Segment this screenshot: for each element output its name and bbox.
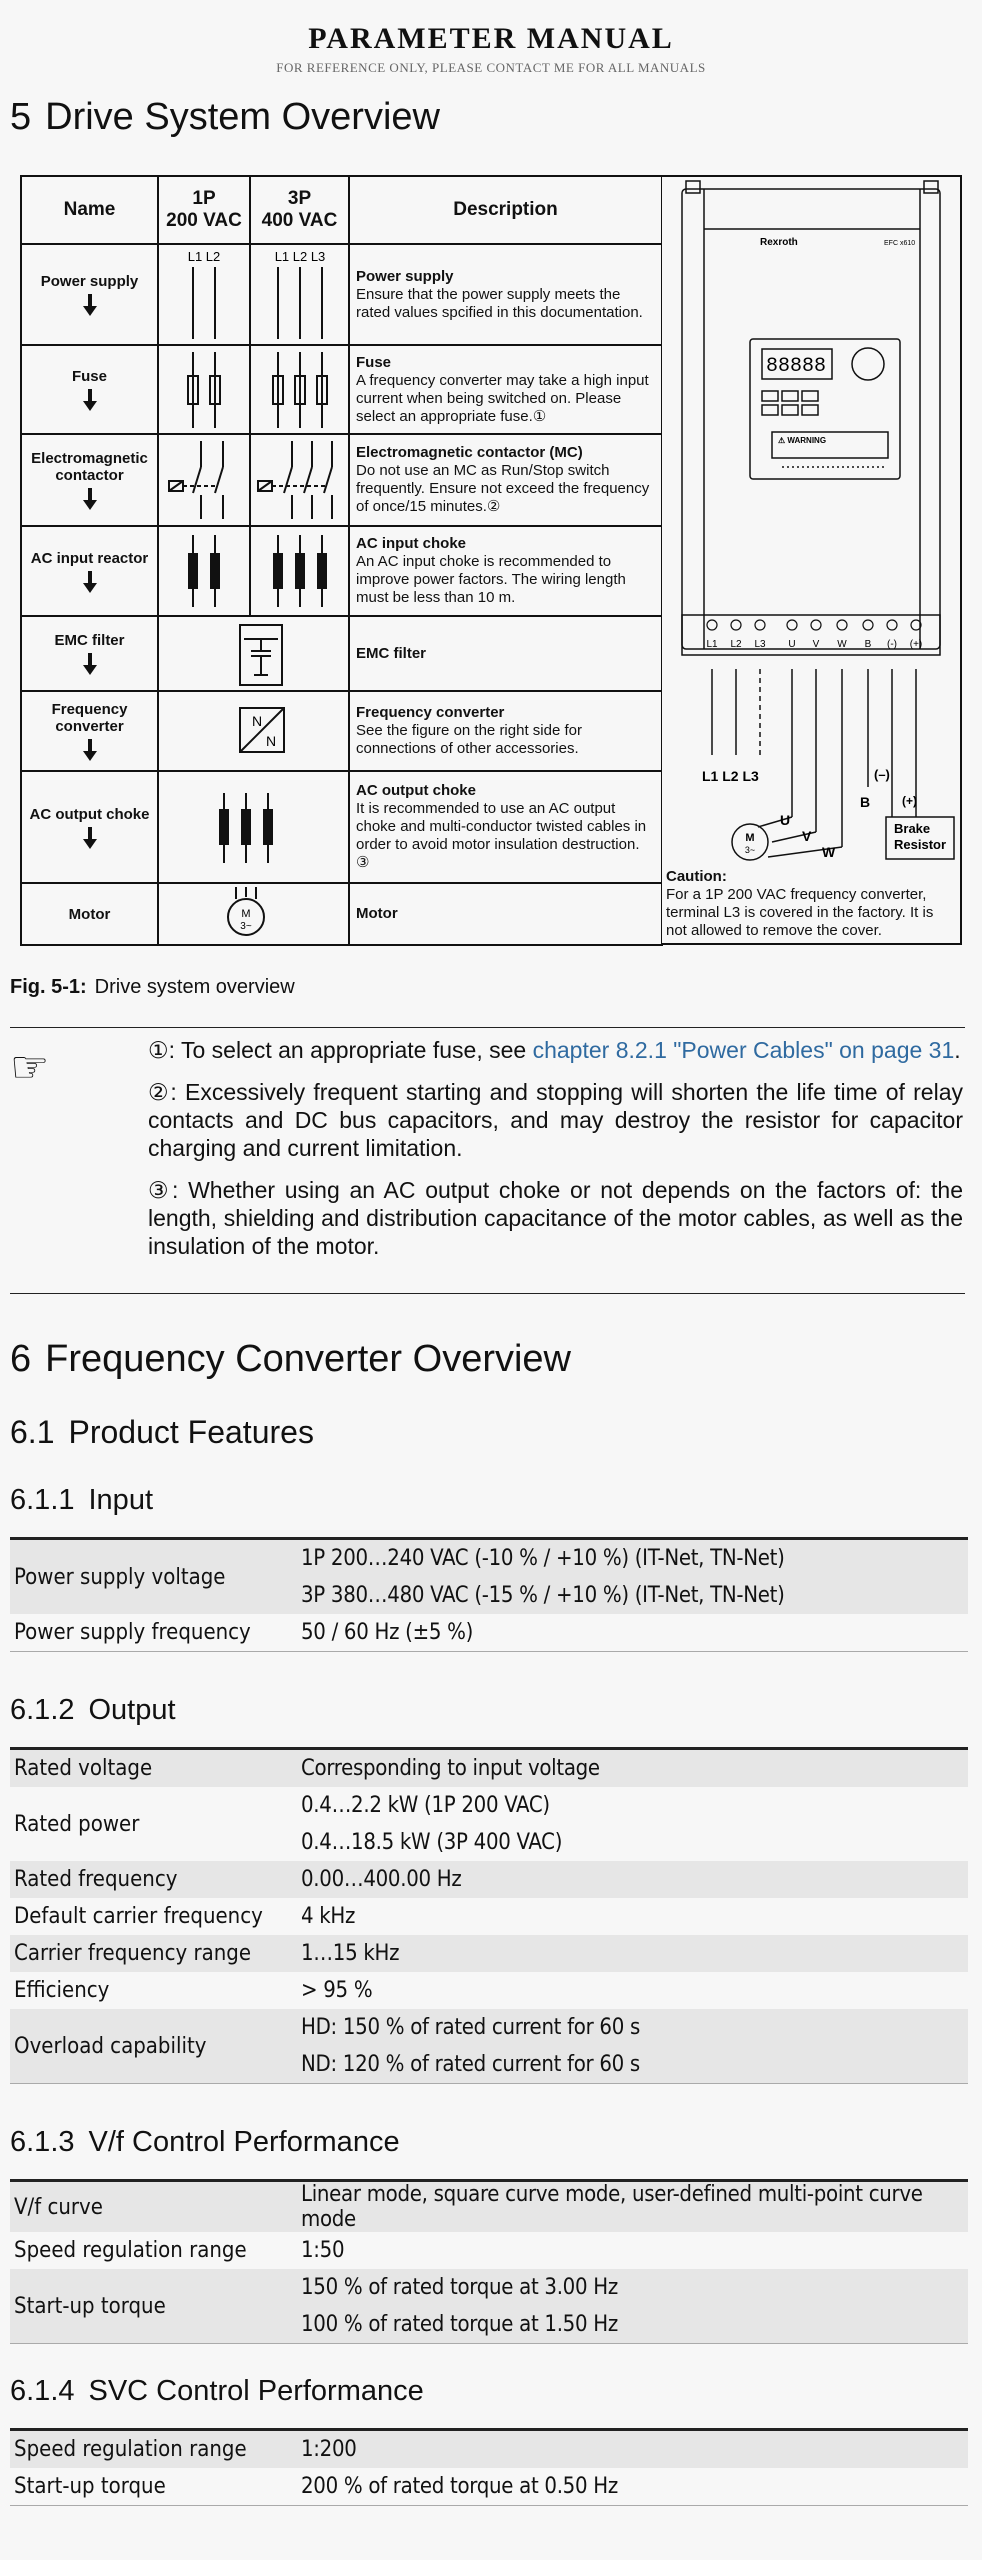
spec-value: 4 kHz [301,1904,356,1929]
desc-title: Motor [356,905,398,922]
row-name [21,526,158,616]
row-name [21,345,158,434]
device-warning: ⚠ WARNING [778,436,827,445]
spec-key: Rated frequency [10,1861,297,1898]
svg-text:M: M [240,908,251,920]
device-brand: Rexroth [760,237,798,248]
spec-value: > 95 % [301,1978,373,2003]
terminal-labels-1p: L1 L2 [187,248,221,264]
spec-value: HD: 150 % of rated current for 60 s [297,2009,968,2046]
table-row [21,883,662,945]
col-header-1p: 1P 200 VAC [158,176,250,244]
caution-note [666,868,958,940]
table-row [10,2468,968,2506]
col-header-description: Description [349,176,662,244]
spec-value: 0.00…400.00 Hz [297,1861,968,1898]
row-name [21,434,158,526]
terminal-screw [887,620,897,630]
spec-value: 150 % of rated torque at 3.00 Hz [297,2269,968,2306]
input-spec-table [10,1537,968,1652]
table-row [10,2181,968,2233]
section-6-1-heading [10,1414,314,1451]
down-arrow-icon [83,488,97,510]
drive-system-table [20,175,663,946]
terminal-screw [837,620,847,630]
wire-label-l: L1 L2 L3 [702,768,759,784]
spec-value: 100 % of rated torque at 1.50 Hz [297,2306,968,2344]
terminal-screw [755,620,765,630]
section-6-1-2-heading [10,1694,176,1727]
down-arrow-icon [83,389,97,411]
caution-title: Caution: [666,868,727,885]
table-row [21,434,662,526]
row-name [21,771,158,883]
table-row [21,771,662,883]
svc-control-spec-table [10,2428,968,2506]
converter-device-drawing [662,177,960,947]
desc-title: EMC filter [356,644,427,662]
spec-key: Rated voltage [10,1749,297,1788]
spec-key: Efficiency [14,1978,110,2003]
brake-resistor-label: Brake Resistor [894,821,947,852]
wire-label-b: B [860,794,871,810]
row-name-text: Frequency converter [51,701,128,735]
down-arrow-icon [83,294,97,316]
section-6-heading [10,1338,571,1381]
frequency-converter-symbol [158,691,349,771]
device-display: 88888 [766,355,827,378]
section-title: Product Features [68,1414,314,1450]
pointing-hand-icon: ☞ [10,1043,50,1092]
terminal-label: L2 [730,639,742,650]
note-1-suffix: . [954,1037,961,1063]
desc-text: A frequency converter may take a high input current when being switched on. Please select an appropriate fuse.① [356,371,649,425]
wire-label-plus: (+) [902,794,917,808]
row-description [349,616,662,691]
table-row [10,1935,968,1972]
spec-value: 50 / 60 Hz (±5 %) [301,1620,474,1645]
desc-text: Do not use an MC as Run/Stop switch frequently. Ensure not exceed the frequency of once/15 minutes.② [356,462,650,515]
input-choke-3p-symbol [250,526,349,616]
spec-value: Linear mode, square curve mode, user-defined multi-point curve mode [297,2181,968,2233]
row-name [21,616,158,691]
spec-value: 0.4…2.2 kW (1P 200 VAC) [301,1793,550,1818]
section-number: 6.1.4 [10,2375,75,2407]
terminal-label: B [864,639,872,650]
page-header [0,0,982,76]
fuse-3p-symbol [250,345,349,434]
section-number: 5 [10,96,32,138]
row-name-text: AC output choke [29,805,150,823]
spec-value: 1…15 kHz [297,1935,968,1972]
row-description [349,526,662,616]
spec-key: V/f curve [10,2181,297,2233]
contactor-1p-symbol [158,434,250,526]
figure-caption [10,976,295,999]
desc-text: It is recommended to use an AC output choke and multi-conductor twisted cables in order to avoid motor insulation destruction. ③ [356,800,647,871]
section-title: SVC Control Performance [88,2375,424,2407]
table-row [10,1787,968,1824]
note-box [10,1027,965,1294]
desc-text: Ensure that the power supply meets the rated values spcified in this documentation. [356,285,643,321]
row-description [349,434,662,526]
terminal-label: U [788,639,796,650]
spec-key: Start-up torque [14,2474,166,2499]
down-arrow-icon [83,653,97,675]
table-row [21,345,662,434]
spec-value: 200 % of rated torque at 0.50 Hz [301,2474,618,2499]
row-description [349,771,662,883]
motor-sub-label: 3~ [744,845,756,855]
terminal-screw [787,620,797,630]
section-number: 6.1 [10,1414,55,1450]
wire-label-w: W [822,844,836,860]
emc-filter-symbol [158,616,349,691]
note-1-prefix: ①: To select an appropriate fuse, see [148,1037,533,1063]
row-description [349,691,662,771]
desc-title: Power supply [356,267,454,285]
input-choke-1p-symbol [158,526,250,616]
power-cables-link[interactable]: chapter 8.2.1 "Power Cables" on page 31 [532,1037,955,1063]
section-6-1-4-heading [10,2375,424,2408]
motor-symbol [158,883,349,945]
header-title: PARAMETER MANUAL [308,22,674,55]
svg-text:3~: 3~ [239,921,252,932]
figure-label: Fig. 5-1: [10,976,87,998]
terminal-label: L3 [754,639,766,650]
row-name [21,244,158,345]
wire-label-u: U [780,812,791,828]
table-row [10,2232,968,2269]
output-choke-symbol [158,771,349,883]
row-description [349,345,662,434]
table-row [10,1539,968,1578]
row-name [21,691,158,771]
table-row [10,2430,968,2469]
spec-key: Carrier frequency range [10,1935,297,1972]
terminal-screw [811,620,821,630]
table-row [21,526,662,616]
table-row [21,616,662,691]
table-row [21,691,662,771]
terminal-label: (-) [887,639,897,650]
section-title: Input [88,1484,153,1516]
vf-control-spec-table [10,2179,968,2344]
spec-value: 3P 380…480 VAC (-15 % / +10 %) (IT-Net, TN-Net) [297,1577,968,1614]
desc-title: Electromagnetic contactor (MC) [356,444,583,461]
terminal-label: L1 [706,639,718,650]
converter-wiring-figure [662,175,962,945]
table-row [10,2009,968,2046]
output-spec-table [10,1747,968,2084]
power-supply-1p-symbol [158,244,250,345]
down-arrow-icon [83,571,97,593]
table-row [10,1972,968,2009]
col-header-name: Name [21,176,158,244]
row-name [21,883,158,945]
spec-key: Power supply voltage [10,1539,297,1615]
spec-value: 0.4…18.5 kW (3P 400 VAC) [301,1830,563,1855]
row-description [349,244,662,345]
spec-key: Speed regulation range [10,2430,297,2469]
row-name-text: Electromagnetic contactor [31,450,148,484]
table-row [10,1861,968,1898]
header-subtitle: FOR REFERENCE ONLY, PLEASE CONTACT ME FOR ALL MANUALS [276,60,706,75]
desc-text: An AC input choke is recommended to improve power factors. The wiring length must be less than 10 m. [356,553,626,606]
row-name-text: Fuse [71,368,107,385]
section-number: 6 [10,1338,32,1380]
section-title: Drive System Overview [45,96,440,138]
terminal-label: V [812,639,820,650]
spec-value: Corresponding to input voltage [297,1749,968,1788]
desc-text: See the figure on the right side for connections of other accessories. [356,722,582,757]
terminal-label: (+) [909,639,923,650]
section-title: Frequency Converter Overview [45,1338,571,1380]
spec-value: 1:200 [297,2430,968,2469]
spec-key: Speed regulation range [14,2238,247,2263]
spec-key: Overload capability [10,2009,297,2084]
table-row [10,1614,968,1652]
wire-label-minus: (–) [874,767,890,782]
spec-key: Start-up torque [10,2269,297,2344]
terminal-labels-3p: L1 L2 L3 [274,248,325,264]
spec-value: ND: 120 % of rated current for 60 s [297,2046,968,2084]
svg-text:N: N [251,713,262,729]
terminal-label: W [837,639,847,650]
note-1 [148,1036,963,1064]
spec-key: Rated power [14,1811,140,1837]
section-title: Output [88,1694,176,1726]
terminal-screw [707,620,717,630]
down-arrow-icon [83,827,97,849]
note-3: ③: Whether using an AC output choke or not depends on the factors of: the length, shielding and distribution capacitance of the motor cables, as well as the insulation of the motor. [148,1177,963,1259]
figure-text: Drive system overview [94,976,295,998]
section-number: 6.1.1 [10,1484,75,1516]
motor-label: M [745,832,755,844]
spec-value: 1:50 [301,2238,345,2263]
desc-title: Fuse [356,353,392,371]
down-arrow-icon [83,739,97,761]
section-number: 6.1.2 [10,1694,75,1726]
row-name-text: Motor [68,905,111,923]
table-row [21,244,662,345]
row-name-text: Power supply [40,273,139,290]
row-name-text: EMC filter [54,632,125,649]
note-text [148,1036,963,1274]
note-2: ②: Excessively frequent starting and stopping will shorten the life time of relay contacts and DC bus capacitors, and may destroy the resistor for capacitor charging and current limitation. [148,1079,963,1161]
row-description [349,883,662,945]
desc-title: Frequency converter [356,704,505,721]
section-5-heading [10,96,440,139]
row-name-text: AC input reactor [30,549,149,567]
desc-title: AC output choke [356,782,476,799]
table-row [10,1749,968,1788]
spec-key: Default carrier frequency [14,1904,263,1929]
spec-value: 1P 200…240 VAC (-10 % / +10 %) (IT-Net, TN-Net) [297,1539,968,1578]
contactor-3p-symbol [250,434,349,526]
terminal-screw [863,620,873,630]
section-6-1-3-heading [10,2126,400,2159]
terminal-screw [731,620,741,630]
section-number: 6.1.3 [10,2126,75,2158]
table-row [10,1898,968,1935]
table-row [10,2269,968,2306]
power-supply-3p-symbol [250,244,349,345]
section-title: V/f Control Performance [88,2126,400,2158]
fuse-1p-symbol [158,345,250,434]
section-6-1-1-heading [10,1484,153,1517]
device-model: EFC x610 [884,240,916,247]
svg-text:N: N [265,733,276,749]
desc-title: AC input choke [356,535,467,552]
caution-text: For a 1P 200 VAC frequency converter, terminal L3 is covered in the factory. It is not allowed to remove the cover. [666,886,934,939]
spec-key: Power supply frequency [14,1620,251,1645]
col-header-3p: 3P 400 VAC [250,176,349,244]
wire-label-v: V [802,828,812,844]
